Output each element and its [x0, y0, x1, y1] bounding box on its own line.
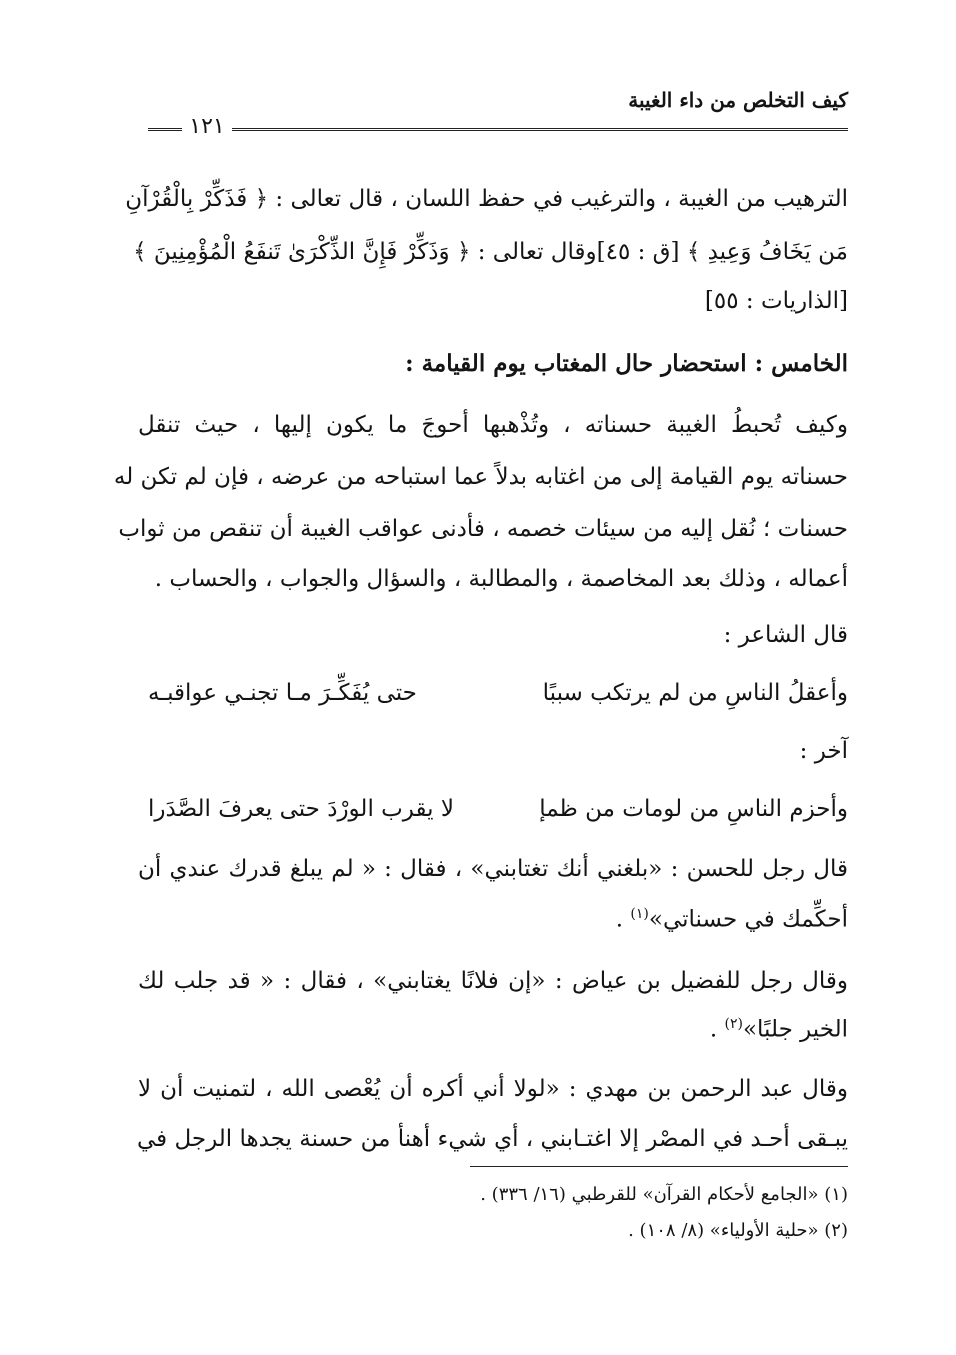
- paragraph-3-text: أحكِّمك في حسناتي»: [648, 906, 848, 933]
- paragraph-1-line-3: [الذاريات : ٥٥]: [704, 288, 848, 314]
- paragraph-4-end: .: [709, 1016, 725, 1043]
- verse-1-second-hemistich: حتى يُفَكِّـرَ مـا تجنـي عواقبـه: [148, 680, 417, 706]
- paragraph-2-line-2: حسناته يوم القيامة إلى من اغتابه بدلاً عما استباحه من عرضه ، فإن لم تكن له: [113, 464, 848, 490]
- paragraph-1-line-2: مَن يَخَافُ وَعِيدِ ﴾ [ق : ٤٥]وقال تعالى : ﴿ وَذَكِّرْ فَإِنَّ الذِّكْرَىٰ تَنفَعُ الْمُؤْمِنِينَ ﴾: [133, 239, 848, 265]
- paragraph-1-line-1: الترهيب من الغيبة ، والترغيب في حفظ اللسان ، قال تعالى : ﴿ فَذَكِّرْ بِالْقُرْآنِ: [125, 186, 848, 212]
- verse-2-second-hemistich: لا يقرب الورْدَ حتى يعرفَ الصَّدَرا: [148, 796, 454, 822]
- paragraph-3-end: .: [615, 906, 631, 933]
- header-rule: [232, 128, 848, 131]
- paragraph-2-line-1: وكيف تُحبطُ الغيبة حسناته ، وتُذْهبها أحوجَ ما يكون إليها ، حيث تنقل: [138, 412, 848, 438]
- footnote-ref-1: (١): [630, 906, 649, 922]
- paragraph-2-line-3: حسنات ؛ نُقل إليه من سيئات خصمه ، فأدنى عواقب الغيبة أن تنقص من ثواب: [118, 516, 848, 542]
- paragraph-2-line-4: أعماله ، وذلك بعد المخاصمة ، والمطالبة ، والسؤال والجواب ، والحساب .: [154, 566, 848, 592]
- paragraph-4-line-1: وقال رجل للفضيل بن عياض : «إن فلانًا يغتابني» ، فقال : « قد جلب لك: [138, 968, 848, 994]
- paragraph-5-line-2: يبـقى أحـد في المصْر إلا اغتـابني ، أي شيء أهنأ من حسنة يجدها الرجل في: [136, 1126, 848, 1152]
- paragraph-4-line-2: [710, 1016, 848, 1043]
- paragraph-5-line-1: وقال عبد الرحمن بن مهدي : «لولا أني أكره أن يُعْصى الله ، لتمنيت أن لا: [138, 1076, 848, 1102]
- other-poet-intro: آخر :: [799, 738, 848, 764]
- verse-2-first-hemistich: وأحزم الناسِ من لومات من ظمإ: [539, 796, 848, 822]
- paragraph-3-line-2: [616, 906, 848, 933]
- footnote-separator: [470, 1166, 848, 1167]
- header-rule-short: [148, 128, 182, 131]
- poet-intro: قال الشاعر :: [723, 622, 848, 648]
- page-number: ١٢١: [189, 114, 225, 139]
- paragraph-3-line-1: قال رجل للحسن : «بلغني أنك تغتابني» ، فقال : « لم يبلغ قدرك عندي أن: [138, 856, 848, 882]
- paragraph-4-text: الخير جلبًا»: [742, 1016, 848, 1043]
- verse-1-first-hemistich: وأعقلُ الناسِ من لم يرتكب سببًا: [542, 680, 848, 706]
- running-header-title: كيف التخلص من داء الغيبة: [628, 88, 848, 112]
- footnote-ref-2: (٢): [724, 1016, 743, 1032]
- section-heading: الخامس : استحضار حال المغتاب يوم القيامة :: [405, 350, 848, 377]
- footnote-2: (٢) «حلية الأولياء» (٨/ ١٠٨) .: [628, 1220, 848, 1241]
- footnote-1: (١) «الجامع لأحكام القرآن» للقرطبي (١٦/ ٣٣٦) .: [480, 1184, 848, 1205]
